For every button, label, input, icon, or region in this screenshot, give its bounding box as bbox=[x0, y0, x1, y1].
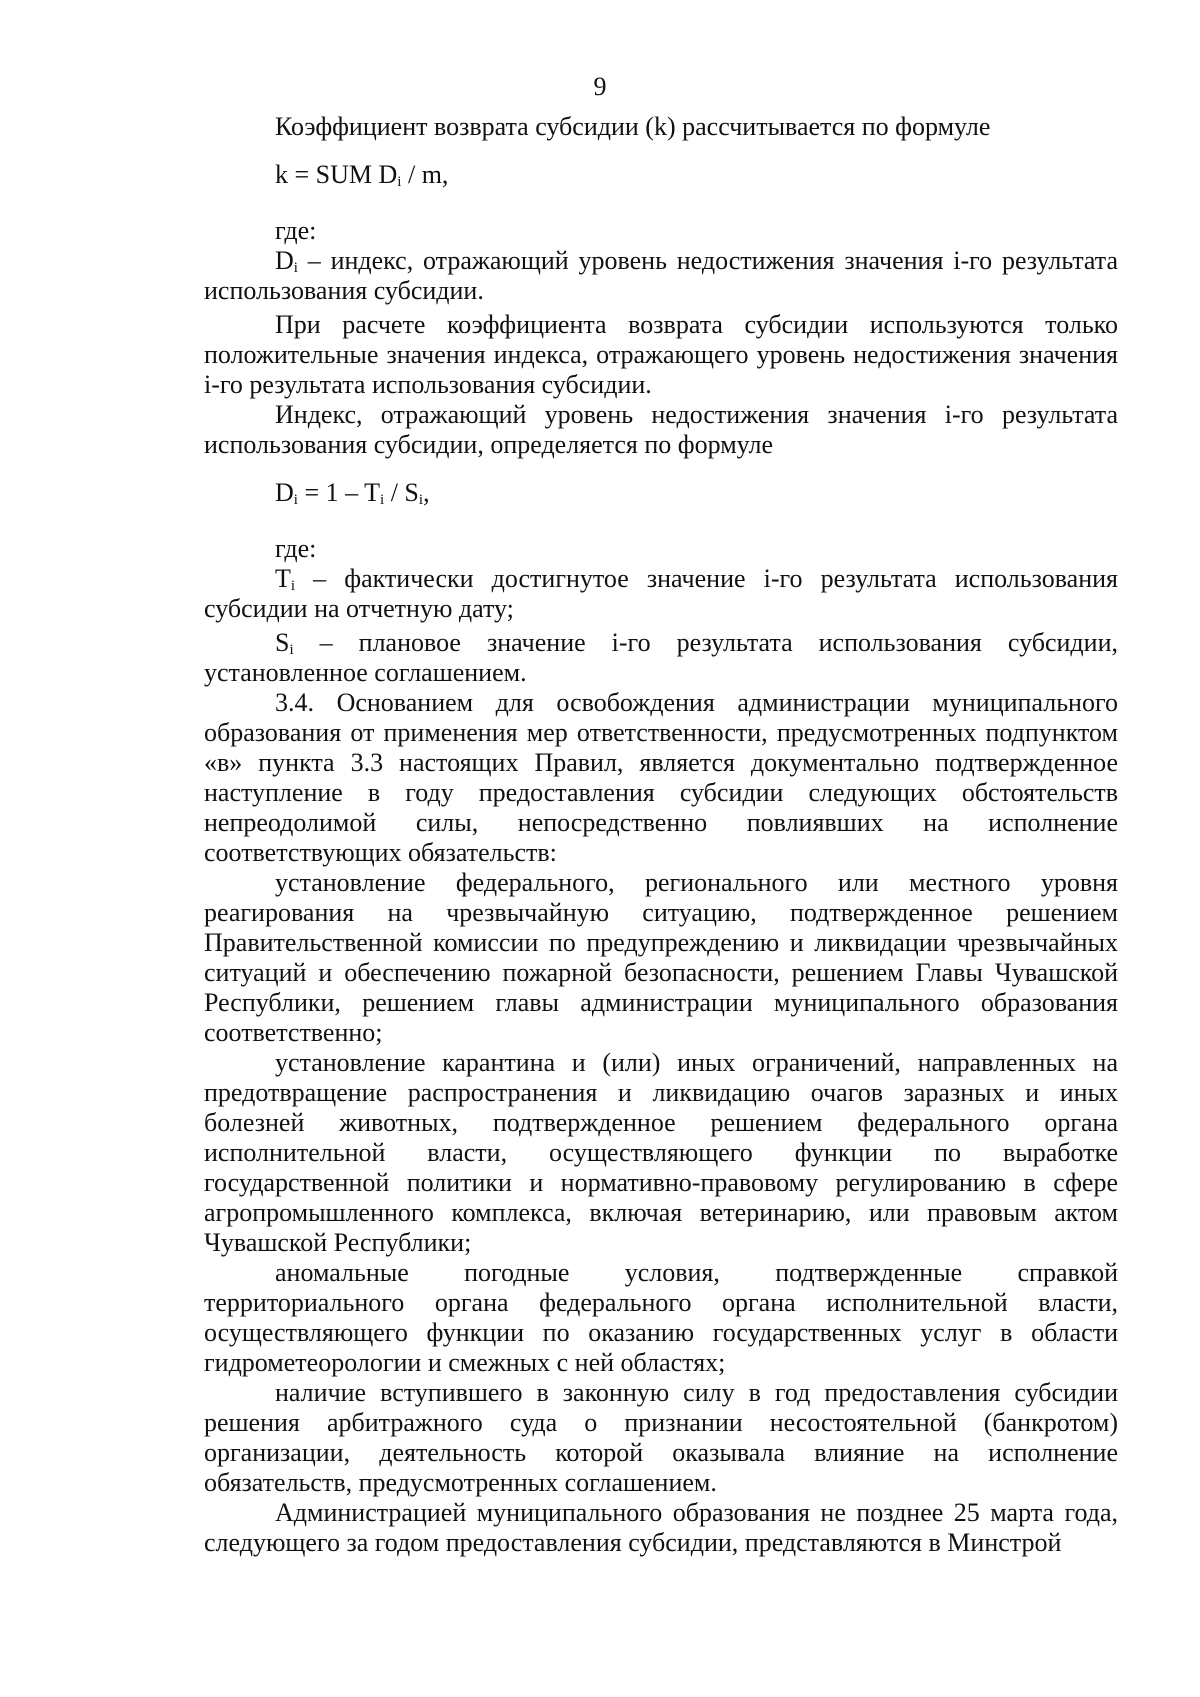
page-number: 9 bbox=[593, 72, 607, 101]
definition-s-sub: i bbox=[289, 642, 294, 658]
where-label: где: bbox=[275, 216, 317, 245]
formula-k-pre: k = SUM D bbox=[275, 160, 398, 189]
paragraph-3-4: 3.4. Основанием для освобождения администрации муниципального образования от применения мер ответственности, предусмотренных подпунктом «в» пункта 3.3 настоящих Правил, является документально подтвержденное наступление в году предоставления субсидии следующих обстоятельств непреодолимой силы, непосредственно повлиявших на исполнение соответствующих обязательств: bbox=[204, 688, 1118, 867]
document-body bbox=[204, 112, 1118, 1558]
formula-d-a-sub: i bbox=[293, 492, 298, 508]
formula-k-post: / m, bbox=[401, 160, 449, 189]
definition-s bbox=[204, 628, 1118, 688]
definition-s-text: – плановое значение i-го результата использования субсидии, установленное соглашением. bbox=[204, 628, 1118, 687]
definition-t bbox=[204, 564, 1118, 624]
paragraph-quarantine: установление карантина и (или) иных ограничений, направленных на предотвращение распространения и ликвидацию очагов заразных и иных болезней животных, подтвержденное решением федерального органа исполнительной власти, осуществляющего функции по выработке государственной политики и нормативно-правовому регулированию в сфере агропромышленного комплекса, включая ветеринарию, или правовым актом Чувашской Республики; bbox=[204, 1048, 1118, 1257]
formula-d-b-sub: i bbox=[380, 492, 385, 508]
definition-t-symbol: T bbox=[275, 564, 291, 593]
formula-d-c-sub: i bbox=[418, 492, 424, 508]
formula-d bbox=[204, 478, 1118, 508]
paragraph-admin: Администрацией муниципального образования не позднее 25 марта года, следующего за годом предоставления субсидии, представляются в Минстрой bbox=[204, 1498, 1118, 1557]
paragraph-index: Индекс, отражающий уровень недостижения значения i-го результата использования субсидии, определяется по формуле bbox=[204, 400, 1118, 459]
paragraph-bankrupt: наличие вступившего в законную силу в год предоставления субсидии решения арбитражного суда о признании несостоятельной (банкротом) организации, деятельность которой оказывала влияние на исполнение обязательств, предусмотренных соглашением. bbox=[204, 1378, 1118, 1497]
definition-d-text: – индекс, отражающий уровень недостижения значения i-го результата использования субсидии. bbox=[204, 246, 1118, 305]
definition-s-symbol: S bbox=[275, 628, 290, 657]
formula-d-d: , bbox=[423, 478, 430, 507]
definition-t-text: – фактически достигнутое значение i-го результата использования субсидии на отчетную дату; bbox=[204, 564, 1118, 623]
formula-k-sub: i bbox=[397, 174, 402, 190]
definition-d bbox=[204, 246, 1118, 306]
paragraph-emergency: установление федерального, регионального или местного уровня реагирования на чрезвычайную ситуацию, подтвержденное решением Правительственной комиссии по предупреждению и ликвидации чрезвычайных ситуаций и обеспечению пожарной безопасности, решением Главы Чувашской Республики, решением главы администрации муниципального образования соответственно; bbox=[204, 868, 1118, 1047]
formula-d-a: D bbox=[275, 478, 294, 507]
formula-k bbox=[204, 160, 1118, 190]
paragraph-weather: аномальные погодные условия, подтвержденные справкой территориального органа федерального органа исполнительной власти, осуществляющего функции по оказанию государственных услуг в области гидрометеорологии и смежных с ней областях; bbox=[204, 1258, 1118, 1377]
paragraph-intro: Коэффициент возврата субсидии (k) рассчитывается по формуле bbox=[275, 112, 991, 141]
definition-d-symbol: D bbox=[275, 246, 294, 275]
formula-d-c: / S bbox=[384, 478, 419, 507]
where-label-2: где: bbox=[275, 534, 317, 563]
paragraph-positive: При расчете коэффициента возврата субсидии используются только положительные значения индекса, отражающего уровень недостижения значения i-го результата использования субсидии. bbox=[204, 310, 1118, 399]
definition-t-sub: i bbox=[290, 578, 296, 594]
formula-d-b: = 1 – T bbox=[297, 478, 381, 507]
definition-d-sub: i bbox=[293, 260, 298, 276]
